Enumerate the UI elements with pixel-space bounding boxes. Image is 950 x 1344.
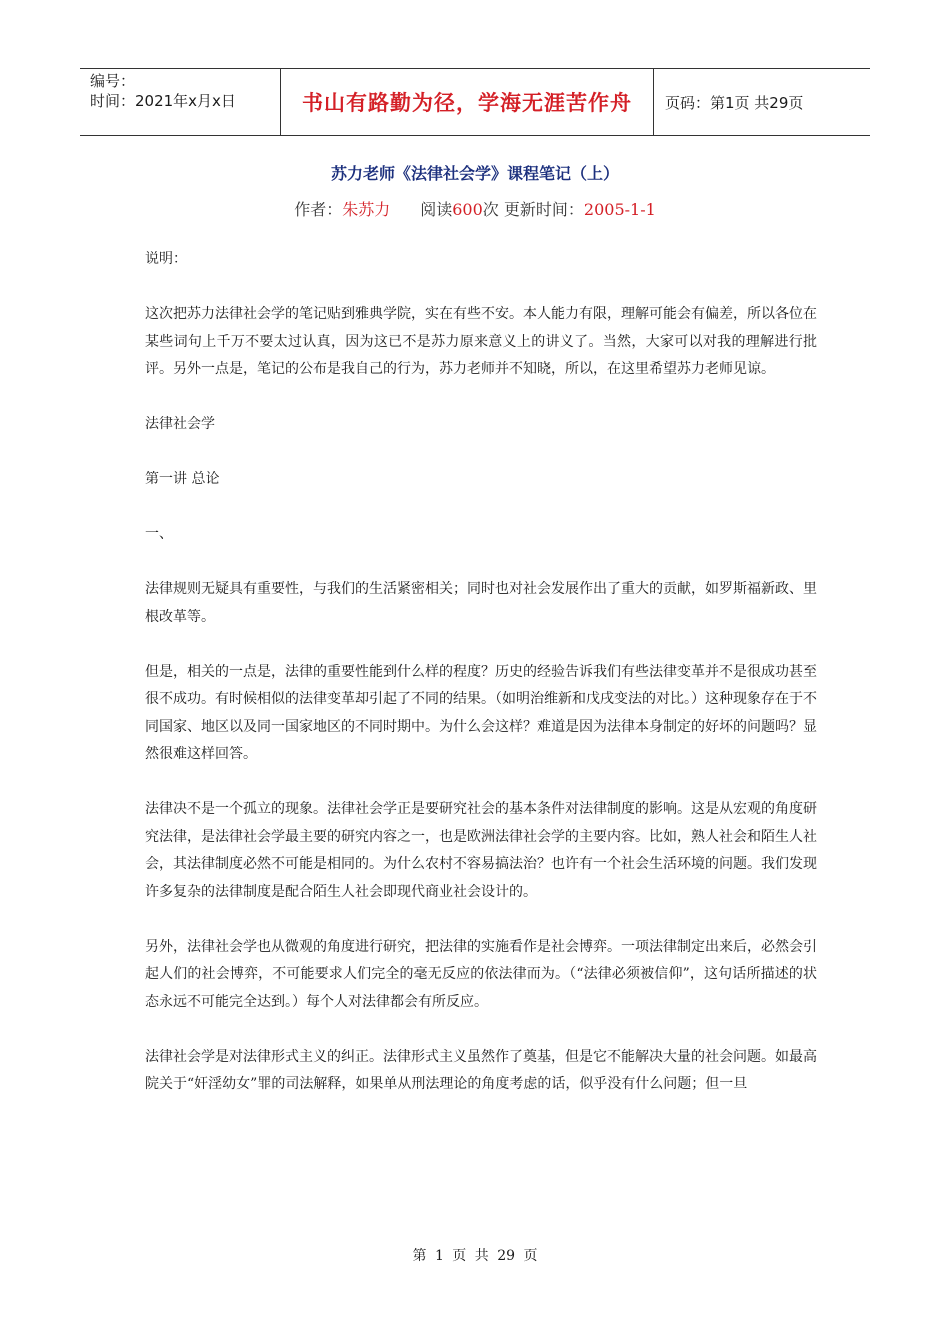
paragraph: 法律决不是一个孤立的现象。法律社会学正是要研究社会的基本条件对法律制度的影响。这是从宏观的角度研究法律，是法律社会学最主要的研究内容之一，也是欧洲法律社会学的主要内容。比如，熟人社会和陌生人社会，其法律制度必然不可能是相同的。为什么农村不容易搞法治？也许有一个社会生活环境的问题。我们发现许多复杂的法律制度是配合陌生人社会即现代商业社会设计的。 — [145, 801, 817, 900]
header-motto: 书山有路勤为径，学海无涯苦作舟 — [281, 69, 654, 135]
author-name: 朱苏力 — [342, 200, 391, 219]
paragraph: 说明： — [145, 251, 187, 267]
author-label: 作者： — [294, 200, 343, 219]
paragraph: 但是，相关的一点是，法律的重要性能到什么样的程度？历史的经验告诉我们有些法律变革并不是很成功甚至很不成功。有时候相似的法律变革却引起了不同的结果。（如明治维新和戊戌变法的对比。）这种现象存在于不同国家、地区以及同一国家地区的不同时期中。为什么会这样？难道是因为法律本身制定的好坏的问题吗？显然很难这样回答。 — [145, 663, 817, 762]
article-byline — [0, 197, 950, 220]
update-date: 2005-1-1 — [583, 200, 656, 219]
read-unit: 次 — [482, 200, 499, 219]
page-header — [80, 68, 870, 136]
paragraph: 法律社会学是对法律形式主义的纠正。法律形式主义虽然作了奠基，但是它不能解决大量的社会问题。如最高院关于“奸淫幼女”罪的司法解释，如果单从刑法理论的角度考虑的话，似乎没有什么问题；但一旦 — [145, 1048, 817, 1092]
page-footer: 第 1 页 共 29 页 — [412, 1248, 538, 1264]
paragraph: 一、 — [145, 526, 173, 542]
read-label: 阅读 — [420, 200, 453, 219]
header-meta — [80, 69, 281, 135]
read-count: 600 — [452, 200, 483, 219]
paragraph: 另外，法律社会学也从微观的角度进行研究，把法律的实施看作是社会博弈。一项法律制定出来后，必然会引起人们的社会博弈，不可能要求人们完全的毫无反应的依法律而为。（“法律必须被信仰”，这句话所描述的状态永远不可能完全达到。）每个人对法律都会有所反应。 — [145, 938, 817, 1010]
article-title: 苏力老师《法律社会学》课程笔记（上） — [330, 164, 619, 183]
update-label: 更新时间： — [503, 200, 584, 219]
paragraph: 法律规则无疑具有重要性，与我们的生活紧密相关；同时也对社会发展作出了重大的贡献，如罗斯福新政、里根改革等。 — [145, 581, 817, 625]
header-page-info: 页码：第1页 共29页 — [665, 93, 804, 112]
document-number-label: 编号： — [90, 72, 136, 90]
paragraph: 第一讲 总论 — [145, 471, 220, 487]
document-date-label: 时间：2021年x月x日 — [90, 92, 236, 110]
paragraph: 这次把苏力法律社会学的笔记贴到雅典学院，实在有些不安。本人能力有限，理解可能会有偏差，所以各位在某些词句上千万不要太过认真，因为这已不是苏力原来意义上的讲义了。当然，大家可以对我的理解进行批评。另外一点是，笔记的公布是我自己的行为，苏力老师并不知晓，所以，在这里希望苏力老师见谅。 — [145, 306, 817, 377]
article-body — [145, 246, 817, 1126]
paragraph: 法律社会学 — [145, 416, 215, 432]
